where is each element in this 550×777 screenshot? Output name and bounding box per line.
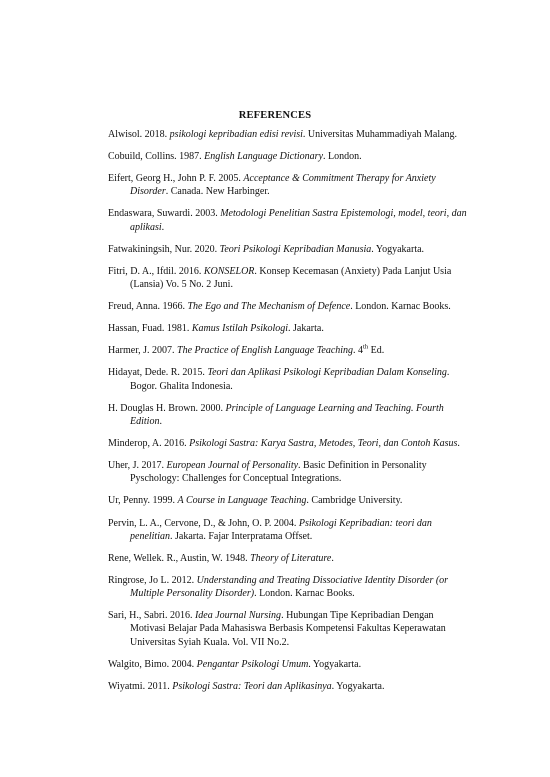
reference-author-year: Minderop, A. 2016. [108, 438, 190, 450]
reference-details: . Yogyakarta. [331, 680, 385, 692]
reference-title: Theory of Literature [250, 552, 332, 564]
reference-details: . Cambridge University. [306, 495, 403, 507]
reference-author-year: Freud, Anna. 1966. [108, 301, 188, 313]
reference-author-year: Uher, J. 2017. [108, 460, 167, 472]
reference-title: Metodologi Penelitian Sastra Epistemologi, model, teori, dan aplikasi [130, 208, 467, 233]
reference-title: The Ego and The Mechanism of Defence [187, 301, 351, 313]
reference-entry [108, 658, 470, 671]
reference-author-year: Pervin, L. A., Cervone, D., & John, O. P. 2004. [108, 517, 299, 529]
reference-details: . 4 [353, 345, 364, 357]
reference-entry [108, 574, 470, 600]
reference-entry [108, 609, 470, 649]
reference-details-cont: Ed. [368, 345, 385, 357]
reference-author-year: Cobuild, Collins. 1987. [108, 151, 205, 163]
reference-title: Kamus Istilah Psikologi [191, 323, 289, 335]
reference-details: . Hubungan Tipe Kepribadian Dengan Motivasi Belajar Pada Mahasiswa Berbasis Kompetensi Fakultas Keperawatan Universitas Syiah Kuala. Vol. VII No.2. [130, 610, 446, 648]
reference-author-year: Endaswara, Suwardi. 2003. [108, 208, 221, 220]
reference-entry [108, 207, 470, 233]
reference-entry [108, 243, 470, 256]
reference-author-year: Harmer, J. 2007. [108, 345, 178, 357]
reference-title: Psikologi Kepribadian: teori dan penelitian [130, 517, 432, 542]
reference-author-year: Alwisol. 2018. [108, 129, 170, 140]
reference-entry [108, 517, 470, 543]
reference-title: The Practice of English Language Teaching [177, 345, 354, 357]
reference-author-year: Fitri, D. A., Ifdil. 2016. [108, 265, 204, 277]
reference-author-year: Eifert, Georg H., John P. F. 2005. [108, 173, 244, 185]
reference-details: . [159, 415, 162, 427]
reference-entry [108, 265, 470, 291]
reference-details: . London. [323, 151, 362, 163]
reference-title: Idea Journal Nursing [194, 610, 282, 622]
reference-details: . Yogyakarta. [371, 243, 425, 255]
reference-author-year: H. Douglas H. Brown. 2000. [108, 402, 226, 414]
reference-entry [108, 322, 470, 335]
reference-author-year: Rene, Wellek. R., Austin, W. 1948. [108, 552, 251, 564]
reference-entry [108, 150, 470, 163]
reference-author-year: Walgito, Bimo. 2004. [108, 658, 197, 670]
reference-entry [108, 437, 470, 450]
reference-author-year: Wiyatmi. 2011. [108, 680, 173, 692]
reference-details: . Bogor. Ghalita Indonesia. [130, 367, 450, 392]
reference-details: . Universitas Muhammadiyah Malang. [302, 129, 458, 140]
reference-entry [108, 459, 470, 485]
reference-author-year: Ur, Penny. 1999. [108, 495, 178, 507]
reference-author-year: Ringrose, Jo L. 2012. [108, 574, 197, 586]
reference-entry [108, 680, 470, 693]
reference-details: . [457, 438, 460, 450]
reference-title: European Journal of Personality [166, 460, 299, 472]
reference-title: A Course in Language Teaching [177, 495, 307, 507]
reference-entry [108, 344, 470, 357]
reference-entry [108, 366, 470, 392]
reference-author-year: Hassan, Fuad. 1981. [108, 323, 192, 335]
reference-details: . Yogyakarta. [308, 658, 362, 670]
reference-title: English Language Dictionary [204, 151, 324, 163]
reference-details: . Jakarta. [288, 323, 324, 335]
reference-title: Psikologi Sastra: Teori dan Aplikasinya [172, 680, 332, 692]
reference-title: Understanding and Treating Dissociative Identity Disorder (or Multiple Personality Disorder) [130, 574, 449, 600]
reference-details: . London. Karnac Books. [254, 588, 355, 600]
reference-author-year: Fatwakiningsih, Nur. 2020. [108, 243, 220, 255]
reference-entry [108, 300, 470, 313]
reference-entry [108, 402, 470, 428]
reference-title: KONSELOR [203, 265, 255, 277]
reference-details: . Konsep Kecemasan (Anxiety) Pada Lanjut Usia (Lansia) Vo. 5 No. 2 Juni. [130, 265, 452, 291]
reference-title: Principle of Language Learning and Teaching. Fourth Edition [130, 402, 444, 427]
reference-details: . Basic Definition in Personality Pyschology: Challenges for Conceptual Integrations. [130, 460, 427, 485]
reference-title: Teori dan Aplikasi Psikologi Kepribadian Dalam Konseling [207, 367, 447, 379]
reference-details: . Jakarta. Fajar Interpratama Offset. [170, 530, 313, 542]
reference-author-year: Sari, H., Sabri. 2016. [108, 610, 195, 622]
reference-list [108, 128, 470, 702]
reference-title: psikologi kepribadian edisi revisi [169, 129, 303, 140]
page-title: REFERENCES [238, 110, 312, 121]
reference-details: . Canada. New Harbinger. [165, 186, 270, 198]
reference-superscript: th [363, 344, 369, 352]
reference-title: Teori Psikologi Kepribadian Manusia [219, 243, 372, 255]
reference-title: Acceptance & Commitment Therapy for Anxiety Disorder [130, 173, 436, 198]
reference-entry [108, 172, 470, 198]
reference-entry [108, 494, 470, 507]
reference-entry [108, 552, 470, 565]
reference-title: Pengantar Psikologi Umum [196, 658, 309, 670]
reference-details: . [161, 221, 165, 233]
reference-details: . London. Karnac Books. [350, 301, 451, 313]
reference-title: Psikologi Sastra: Karya Sastra, Metodes, Teori, dan Contoh Kasus [189, 438, 458, 450]
reference-details: . [331, 552, 334, 564]
reference-author-year: Hidayat, Dede. R. 2015. [108, 367, 208, 379]
reference-entry [108, 128, 470, 141]
